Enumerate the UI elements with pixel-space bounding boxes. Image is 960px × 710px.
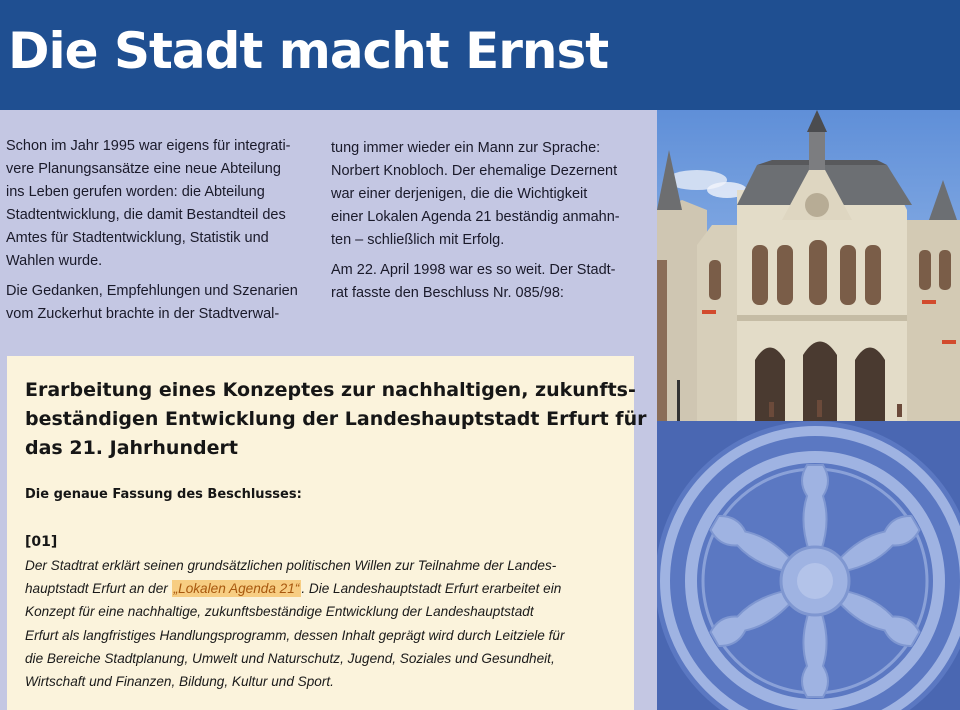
- heading-line: beständigen Entwicklung der Landeshauptstadt Erfurt für: [25, 408, 647, 430]
- intro-column-right: [331, 137, 631, 312]
- intro-paragraph: [6, 280, 306, 326]
- text-line: [25, 577, 635, 600]
- text-line: die Bereiche Stadtplanung, Umwelt und Naturschutz, Jugend, Soziales und Gesundheit,: [25, 650, 555, 666]
- text-fragment: . Die Landeshauptstadt Erfurt erarbeitet ein: [301, 581, 562, 597]
- resolution-heading: [25, 376, 646, 463]
- town-hall-photo: [657, 110, 960, 421]
- text-line: vom Zuckerhut brachte in der Stadtverwal-: [6, 306, 280, 322]
- text-fragment: hauptstadt Erfurt an der: [25, 581, 172, 597]
- text-line: Die Gedanken, Empfehlungen und Szenarien: [6, 283, 298, 299]
- text-line: vere Planungsansätze eine neue Abteilung: [6, 161, 281, 177]
- intro-paragraph: [6, 135, 306, 273]
- text-line: ten – schließlich mit Erfolg.: [331, 232, 505, 248]
- text-line: Der Stadtrat erklärt seinen grundsätzlichen politischen Willen zur Teilnahme der Landes-: [25, 558, 557, 573]
- text-line: Konzept für eine nachhaltige, zukunftsbeständige Entwicklung der Landeshauptstadt: [25, 604, 534, 620]
- text-line: Wahlen wurde.: [6, 253, 103, 269]
- highlighted-term: „Lokalen Agenda 21“: [173, 581, 300, 597]
- heading-line: das 21. Jahrhundert: [25, 437, 238, 459]
- wheel-icon: [657, 421, 960, 710]
- text-line: Norbert Knobloch. Der ehemalige Dezernent: [331, 163, 618, 179]
- text-line: ins Leben gerufen worden: die Abteilung: [6, 184, 265, 200]
- text-line: tung immer wieder ein Mann zur Sprache:: [331, 140, 601, 156]
- town-hall-illustration: [657, 110, 960, 421]
- resolution-box: [7, 356, 647, 710]
- header-banner: [0, 0, 960, 110]
- erfurt-wheel-emblem: [657, 421, 960, 710]
- heading-line: Erarbeitung eines Konzeptes zur nachhaltigen, zukunfts-: [25, 379, 636, 401]
- text-line: Schon im Jahr 1995 war eigens für integrati-: [6, 138, 291, 154]
- page-title: Die Stadt macht Ernst: [8, 22, 609, 80]
- intro-paragraph: [331, 137, 631, 252]
- text-line: Wirtschaft und Finanzen, Bildung, Kultur und Sport.: [25, 674, 334, 690]
- text-line: Stadtentwicklung, die damit Bestandteil des: [6, 207, 286, 223]
- text-line: rat fasste den Beschluss Nr. 085/98:: [331, 285, 564, 301]
- intro-column-left: [6, 135, 306, 333]
- text-line: Erfurt als langfristiges Handlungsprogramm, dessen Inhalt geprägt wird durch Leitziele für: [25, 627, 565, 643]
- text-line: war einer derjenigen, die die Wichtigkeit: [331, 186, 588, 202]
- intro-paragraph: [331, 259, 631, 305]
- resolution-text: [25, 554, 635, 693]
- section-number: [01]: [25, 534, 58, 550]
- resolution-subheading: Die genaue Fassung des Beschlusses:: [25, 487, 302, 502]
- text-line: Am 22. April 1998 war es so weit. Der Stadt-: [331, 262, 616, 278]
- text-line: einer Lokalen Agenda 21 beständig anmahn-: [331, 209, 620, 225]
- text-line: Amtes für Stadtentwicklung, Statistik und: [6, 230, 269, 246]
